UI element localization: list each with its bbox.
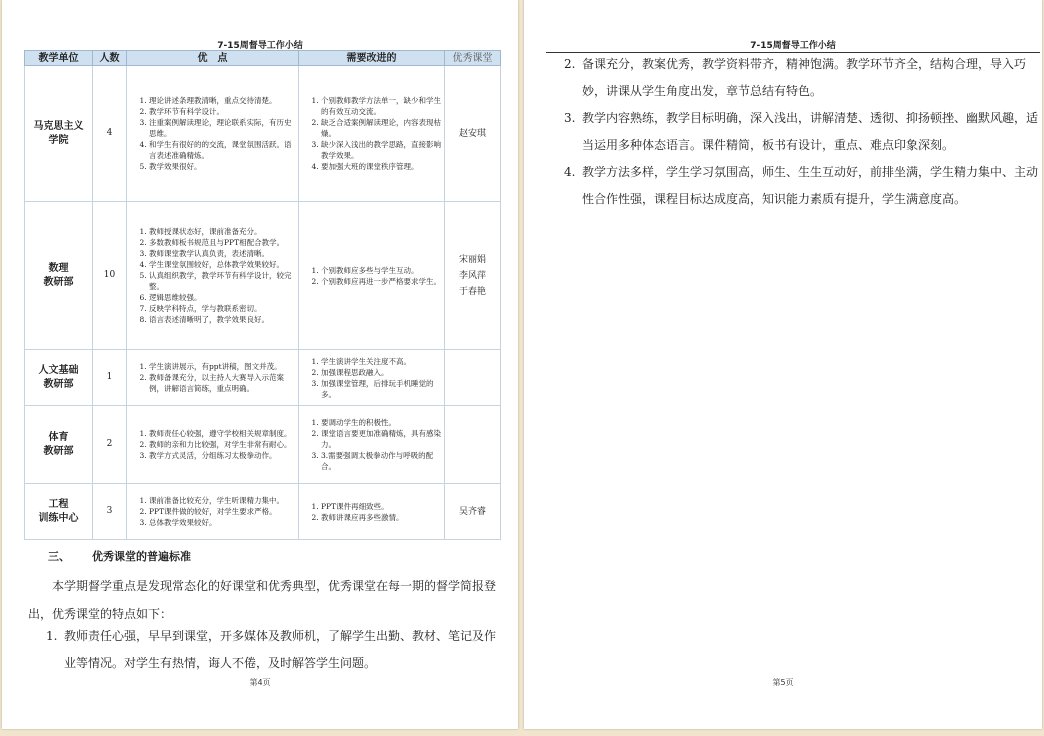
cell-unit: [25, 350, 93, 406]
list-item: 3. 缺少深入浅出的教学思路，直接影响教学效果。: [321, 139, 442, 161]
standard-text: 备课充分，教案优秀，教学资料带齐，精神饱满。教学环节齐全，结构合理，导入巧妙，讲课从学生角度出发，章节总结有特色。: [582, 57, 1027, 98]
supervision-summary-table: [24, 50, 501, 540]
page-number: 第4页: [249, 678, 271, 687]
cell-best-class: [445, 66, 501, 202]
unit-line: 学院: [48, 134, 69, 146]
unit-line: 教研部: [43, 445, 74, 457]
cell-cons: [299, 202, 445, 350]
list-item: 1. 课前准备比较充分，学生听课精力集中。: [149, 495, 296, 506]
list-item: 2. 教师备课充分，以主持人大赛导入示范案例，讲解语言简练，重点明确。: [149, 372, 296, 394]
pros-list: [127, 361, 298, 394]
cons-list: [299, 265, 444, 287]
cell-best-class: [445, 484, 501, 540]
cell-count: 2: [93, 406, 127, 484]
cell-count: 1: [93, 350, 127, 406]
teacher-name: 李风萍: [458, 270, 486, 281]
list-item: 2. 个别教师应再进一步严格要求学生。: [321, 276, 442, 287]
cons-list: [299, 501, 444, 523]
standard-item: [546, 105, 1040, 159]
list-item: 1. 学生演讲展示，有ppt讲稿，图文并茂。: [149, 361, 296, 372]
cell-cons: [299, 350, 445, 406]
list-item: 2. 多数教师板书规范且与PPT相配合教学。: [149, 237, 296, 248]
cell-pros: [127, 66, 299, 202]
standard-number: 3.: [564, 111, 576, 125]
cell-pros: [127, 350, 299, 406]
list-item: 4. 学生课堂氛围较好，总体教学效果较好。: [149, 259, 296, 270]
list-item: 1. 教师责任心较强，遵守学校相关规章制度。: [149, 428, 296, 439]
cell-best-class: [445, 406, 501, 484]
list-item: 1. 学生演讲学生关注度不高。: [321, 356, 442, 367]
standard-item: [546, 159, 1040, 213]
standard-item: [28, 623, 500, 677]
list-item: 4. 和学生有很好的的交流，课堂氛围活跃。语言表述准确精炼。: [149, 139, 296, 161]
list-item: 4. 要加强大班的课堂秩序管理。: [321, 161, 442, 172]
unit-line: 人文基础: [38, 364, 79, 376]
unit-line: 体育: [48, 431, 69, 443]
teacher-name: 宋丽娟: [458, 254, 486, 265]
list-item: 7. 反映学科特点，学与教联系密切。: [149, 303, 296, 314]
unit-line: 马克思主义: [33, 120, 84, 132]
cell-best-class: [445, 350, 501, 406]
cell-count: 3: [93, 484, 127, 540]
pros-list: [127, 495, 298, 528]
cell-unit: [25, 406, 93, 484]
cell-cons: [299, 484, 445, 540]
cell-pros: [127, 484, 299, 540]
cell-unit: [25, 484, 93, 540]
unit-line: 训练中心: [38, 512, 79, 524]
cell-unit: [25, 202, 93, 350]
list-item: 6. 逻辑思维较强。: [149, 292, 296, 303]
table-header-row: [25, 51, 501, 66]
table-row: [25, 406, 501, 484]
list-item: 1. 教师授课状态好，课前准备充分。: [149, 226, 296, 237]
cell-pros: [127, 202, 299, 350]
section-intro: 本学期督学重点是发现常态化的好课堂和优秀典型，优秀课堂在每一期的督学简报登出，优秀课堂的特点如下：: [28, 579, 497, 621]
list-item: 1. 个别教师应多些与学生互动。: [321, 265, 442, 276]
standard-number: 4.: [564, 165, 576, 179]
table-row: [25, 484, 501, 540]
standard-text: 教师责任心强，早早到课堂，开多媒体及教师机，了解学生出勤、教材、笔记及作业等情况。对学生有热情，诲人不倦，及时解答学生问题。: [64, 629, 497, 670]
list-item: 2. 教师讲课应再多些激情。: [321, 512, 442, 523]
header-count: 人数: [93, 51, 127, 66]
teacher-name: 吴齐睿: [458, 506, 486, 517]
standards-list: [28, 623, 500, 677]
cell-count: 4: [93, 66, 127, 202]
unit-line: 教研部: [43, 378, 74, 390]
cell-cons: [299, 66, 445, 202]
list-item: 1. 要调动学生的积极性。: [321, 417, 442, 428]
teacher-name: 赵安琪: [458, 128, 486, 139]
list-item: 3. 3.需要强调太极拳动作与呼吸的配合。: [321, 450, 442, 472]
unit-line: 工程: [48, 498, 69, 510]
running-header: 7-15周督导工作小结: [546, 38, 1040, 53]
section-title: 优秀课堂的普遍标准: [92, 550, 191, 563]
cons-list: [299, 356, 444, 400]
document-page-4: [2, 0, 518, 729]
standard-number: 1.: [46, 629, 58, 643]
table-row: [25, 350, 501, 406]
list-item: 3. 总体教学效果较好。: [149, 517, 296, 528]
unit-line: 数理: [48, 262, 69, 274]
teacher-name: 于春艳: [458, 286, 486, 297]
standards-list-continued: [546, 51, 1040, 213]
list-item: 3. 教师课堂教学认真负责，表述清晰。: [149, 248, 296, 259]
list-item: 1. 个别教师教学方法单一，缺少和学生的有效互动交流。: [321, 95, 442, 117]
document-page-5: [524, 0, 1042, 729]
page-number: 第5页: [772, 678, 794, 687]
cell-cons: [299, 406, 445, 484]
cons-list: [299, 95, 444, 172]
list-item: 1. PPT课件再细致些。: [321, 501, 442, 512]
standard-text: 教学方法多样，学生学习氛围高，师生、生生互动好，前排坐满，学生精力集中、主动性合作性强，课程目标达成度高，知识能力素质有提升，学生满意度高。: [582, 165, 1039, 206]
pros-list: [127, 226, 298, 325]
list-item: 1. 理论讲述条理教清晰，重点交待清楚。: [149, 95, 296, 106]
standard-text: 教学内容熟练，教学目标明确，深入浅出，讲解清楚、透彻、抑扬顿挫、幽默风趣，适当运用多种体态语言。课件精简，板书有设计，重点、难点印象深刻。: [582, 111, 1039, 152]
header-pros: 优 点: [127, 51, 299, 66]
list-item: 2. 教师的亲和力比较强，对学生非常有耐心。: [149, 439, 296, 450]
cell-count: 10: [93, 202, 127, 350]
list-item: 2. PPT课件做的较好，对学生要求严格。: [149, 506, 296, 517]
section-number: 三、: [48, 550, 70, 563]
list-item: 2. 教学环节有科学设计。: [149, 106, 296, 117]
table-row: [25, 202, 501, 350]
standard-item: [546, 51, 1040, 105]
cell-pros: [127, 406, 299, 484]
cell-best-class: [445, 202, 501, 350]
list-item: 8. 语言表述清晰明了，教学效果良好。: [149, 314, 296, 325]
pros-list: [127, 428, 298, 461]
standard-number: 2.: [564, 57, 576, 71]
list-item: 5. 教学效果很好。: [149, 161, 296, 172]
running-header: 7-15周督导工作小结: [217, 41, 303, 51]
list-item: 3. 加强课堂管理，后排玩手机睡觉的多。: [321, 378, 442, 400]
cell-unit: [25, 66, 93, 202]
list-item: 2. 课堂语言要更加准确精炼，具有感染力。: [321, 428, 442, 450]
pros-list: [127, 95, 298, 172]
unit-line: 教研部: [43, 276, 74, 288]
header-unit: 教学单位: [25, 51, 93, 66]
section-heading: [48, 548, 191, 564]
list-item: 3. 教学方式灵活，分组练习太极拳动作。: [149, 450, 296, 461]
list-item: 2. 缺乏合适案例解读理论，内容表现枯燥。: [321, 117, 442, 139]
list-item: 3. 注重案例解读理论，理论联系实际，有历史思维。: [149, 117, 296, 139]
list-item: 5. 认真组织教学，教学环节有科学设计，较完整。: [149, 270, 296, 292]
cons-list: [299, 417, 444, 472]
header-best: 优秀课堂: [445, 51, 501, 66]
header-cons: 需要改进的: [299, 51, 445, 66]
table-row: [25, 66, 501, 202]
list-item: 2. 加强课程思政融入。: [321, 367, 442, 378]
